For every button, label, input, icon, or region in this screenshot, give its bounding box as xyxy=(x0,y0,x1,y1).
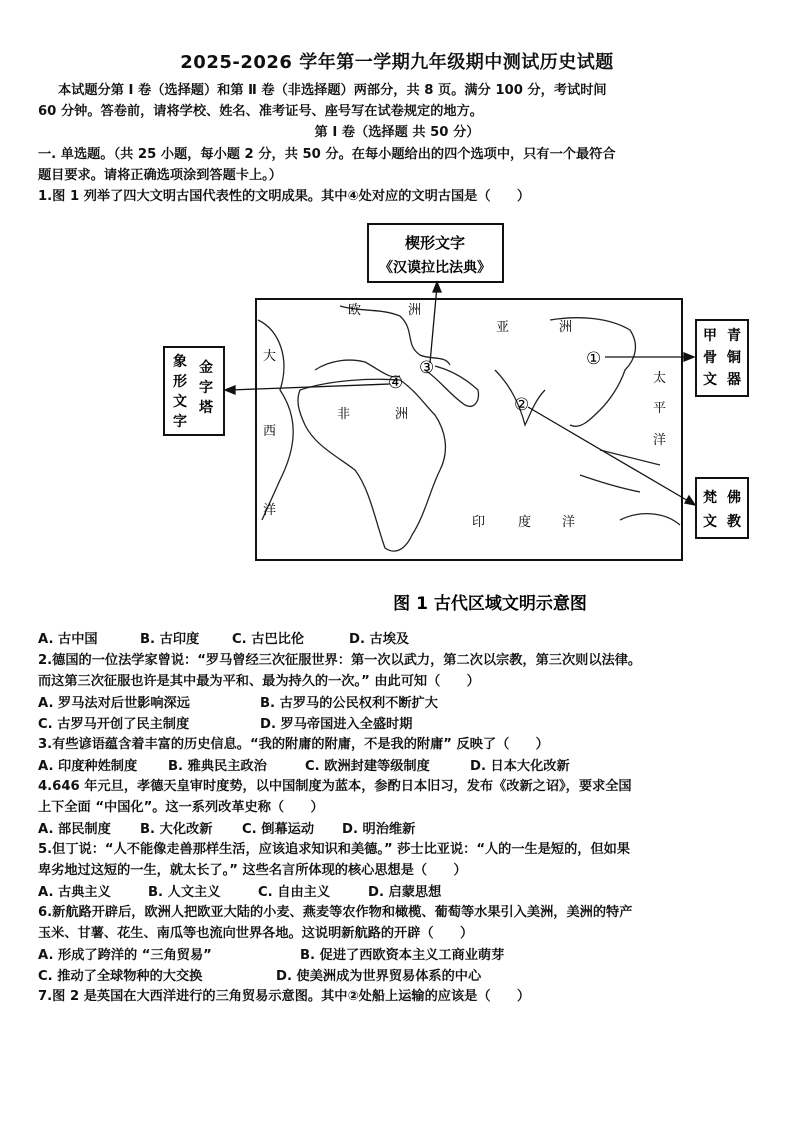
svg-text:亚: 亚 xyxy=(496,320,510,335)
figure-box-left-char7: 塔 xyxy=(199,400,213,416)
svg-text:太: 太 xyxy=(653,371,667,386)
question-3-stem: 3.有些谚语蕴含着丰富的历史信息。“我的附庸的附庸，不是我的附庸” 反映了（ ） xyxy=(38,737,549,752)
question-2-stem-1: 2.德国的一位法学家曾说：“罗马曾经三次征服世界：第一次以武力，第二次以宗教，第三次则以法律。 xyxy=(38,653,642,668)
svg-text:大: 大 xyxy=(263,349,277,364)
figure-box-top-line2: 《汉谟拉比法典》 xyxy=(379,260,491,276)
section-instruction-2: 题目要求。请将正确选项涂到答题卡上。） xyxy=(38,168,282,183)
svg-text:佛: 佛 xyxy=(727,490,741,506)
q2-option-d[interactable]: D. 罗马帝国进入全盛时期 xyxy=(260,717,413,732)
q4-option-b[interactable]: B. 大化改新 xyxy=(140,822,213,837)
figure-1-caption: 图 1 古代区域文明示意图 xyxy=(393,594,587,614)
q6-option-d[interactable]: D. 使美洲成为世界贸易体系的中心 xyxy=(276,969,482,984)
svg-text:教: 教 xyxy=(727,514,741,530)
svg-text:洲: 洲 xyxy=(559,320,573,335)
q4-option-a[interactable]: A. 部民制度 xyxy=(38,822,111,837)
question-5-stem-1: 5.但丁说：“人不能像走兽那样生活，应该追求知识和美德。” 莎士比亚说：“人的一生是短的，但如果 xyxy=(38,842,631,857)
q5-option-c[interactable]: C. 自由主义 xyxy=(258,885,331,900)
svg-text:文: 文 xyxy=(703,514,717,530)
q4-option-d[interactable]: D. 明治维新 xyxy=(342,822,416,837)
q2-option-c[interactable]: C. 古罗马开创了民主制度 xyxy=(38,717,190,732)
svg-text:梵: 梵 xyxy=(703,490,717,506)
svg-text:器: 器 xyxy=(727,372,741,388)
svg-text:洲: 洲 xyxy=(408,303,422,318)
q6-option-a[interactable]: A. 形成了跨洋的 “三角贸易” xyxy=(38,948,212,963)
q3-option-b[interactable]: B. 雅典民主政治 xyxy=(168,759,267,774)
svg-text:②: ② xyxy=(514,395,530,415)
svg-text:铜: 铜 xyxy=(727,350,741,366)
figure-box-left-char1: 象 xyxy=(173,354,187,370)
svg-text:洋: 洋 xyxy=(562,515,576,530)
figure-box-left-char5: 金 xyxy=(199,360,213,376)
figure-1-civilization-map xyxy=(150,220,741,620)
intro-line-2: 60 分钟。答卷前，请将学校、姓名、准考证号、座号写在试卷规定的地方。 xyxy=(38,104,483,119)
question-1-options xyxy=(38,628,409,647)
question-2-stem-2: 而这第三次征服也许是其中最为平和、最为持久的一次。” 由此可知（ ） xyxy=(38,674,480,689)
svg-text:④: ④ xyxy=(388,373,404,393)
q2-option-a[interactable]: A. 罗马法对后世影响深远 xyxy=(38,696,190,711)
q6-option-c[interactable]: C. 推动了全球物种的大交换 xyxy=(38,969,203,984)
svg-text:度: 度 xyxy=(518,515,532,530)
section-heading: 第 Ⅰ 卷（选择题 共 50 分） xyxy=(314,125,480,140)
svg-text:洋: 洋 xyxy=(263,503,277,518)
q4-option-c[interactable]: C. 倒幕运动 xyxy=(242,822,315,837)
svg-text:平: 平 xyxy=(653,401,667,416)
question-7-stem: 7.图 2 是英国在大西洋进行的三角贸易示意图。其中②处船上运输的应该是（ ） xyxy=(38,989,531,1004)
q2-option-b[interactable]: B. 古罗马的公民权利不断扩大 xyxy=(260,696,438,711)
intro-line-1: 本试题分第 Ⅰ 卷（选择题）和第 Ⅱ 卷（非选择题）两部分，共 8 页。满分 100 分，考试时间 xyxy=(58,83,607,98)
section-instruction-1: 一. 单选题。（共 25 小题，每小题 2 分，共 50 分。在每小题给出的四个选项中，只有一个最符合 xyxy=(38,147,616,162)
svg-text:①: ① xyxy=(586,349,602,369)
q1-option-d[interactable]: D. 古埃及 xyxy=(349,632,410,647)
q3-option-a[interactable]: A. 印度种姓制度 xyxy=(38,759,138,774)
q5-option-d[interactable]: D. 启蒙思想 xyxy=(368,885,442,900)
figure-box-left-char6: 字 xyxy=(199,380,213,396)
q3-option-d[interactable]: D. 日本大化改新 xyxy=(470,759,570,774)
svg-text:甲: 甲 xyxy=(703,328,717,344)
question-6-stem-2: 玉米、甘薯、花生、南瓜等也流向世界各地。这说明新航路的开辟（ ） xyxy=(38,926,474,941)
svg-text:骨: 骨 xyxy=(703,350,717,366)
q1-option-b[interactable]: B. 古印度 xyxy=(140,632,200,647)
svg-text:洋: 洋 xyxy=(653,433,667,448)
q5-option-b[interactable]: B. 人文主义 xyxy=(148,885,221,900)
question-1-stem: 1.图 1 列举了四大文明古国代表性的文明成果。其中④处对应的文明古国是（ ） xyxy=(38,189,531,204)
question-5-stem-2: 卑劣地过这短的一生，就太长了。” 这些名言所体现的核心思想是（ ） xyxy=(38,863,467,878)
q3-option-c[interactable]: C. 欧洲封建等级制度 xyxy=(305,759,430,774)
figure-box-left-char3: 文 xyxy=(173,394,187,410)
svg-text:洲: 洲 xyxy=(395,407,409,422)
figure-box-top-line1: 楔形文字 xyxy=(404,234,466,252)
question-4-stem-2: 上下全面 “中国化”。这一系列改革史称（ ） xyxy=(38,800,324,815)
svg-text:文: 文 xyxy=(703,372,717,388)
svg-text:欧: 欧 xyxy=(348,303,362,318)
svg-text:西: 西 xyxy=(263,424,277,439)
svg-text:③: ③ xyxy=(419,358,435,378)
svg-text:非: 非 xyxy=(337,407,351,422)
q1-option-c[interactable]: C. 古巴比伦 xyxy=(232,632,305,647)
q5-option-a[interactable]: A. 古典主义 xyxy=(38,885,111,900)
svg-text:印: 印 xyxy=(472,515,486,530)
figure-box-left-char2: 形 xyxy=(173,374,187,390)
exam-title: 2025-2026 学年第一学期九年级期中测试历史试题 xyxy=(180,52,614,73)
svg-text:青: 青 xyxy=(727,328,741,344)
q6-option-b[interactable]: B. 促进了西欧资本主义工商业萌芽 xyxy=(300,948,505,963)
figure-box-left-char4: 字 xyxy=(173,414,187,430)
q1-option-a[interactable]: A. 古中国 xyxy=(38,632,98,647)
question-4-stem-1: 4.646 年元旦，孝德天皇审时度势，以中国制度为蓝本，参酌日本旧习，发布《改新之诏》，要求全国 xyxy=(38,779,632,794)
question-6-stem-1: 6.新航路开辟后，欧洲人把欧亚大陆的小麦、燕麦等农作物和橄榄、葡萄等水果引入美洲，美洲的特产 xyxy=(38,905,633,920)
